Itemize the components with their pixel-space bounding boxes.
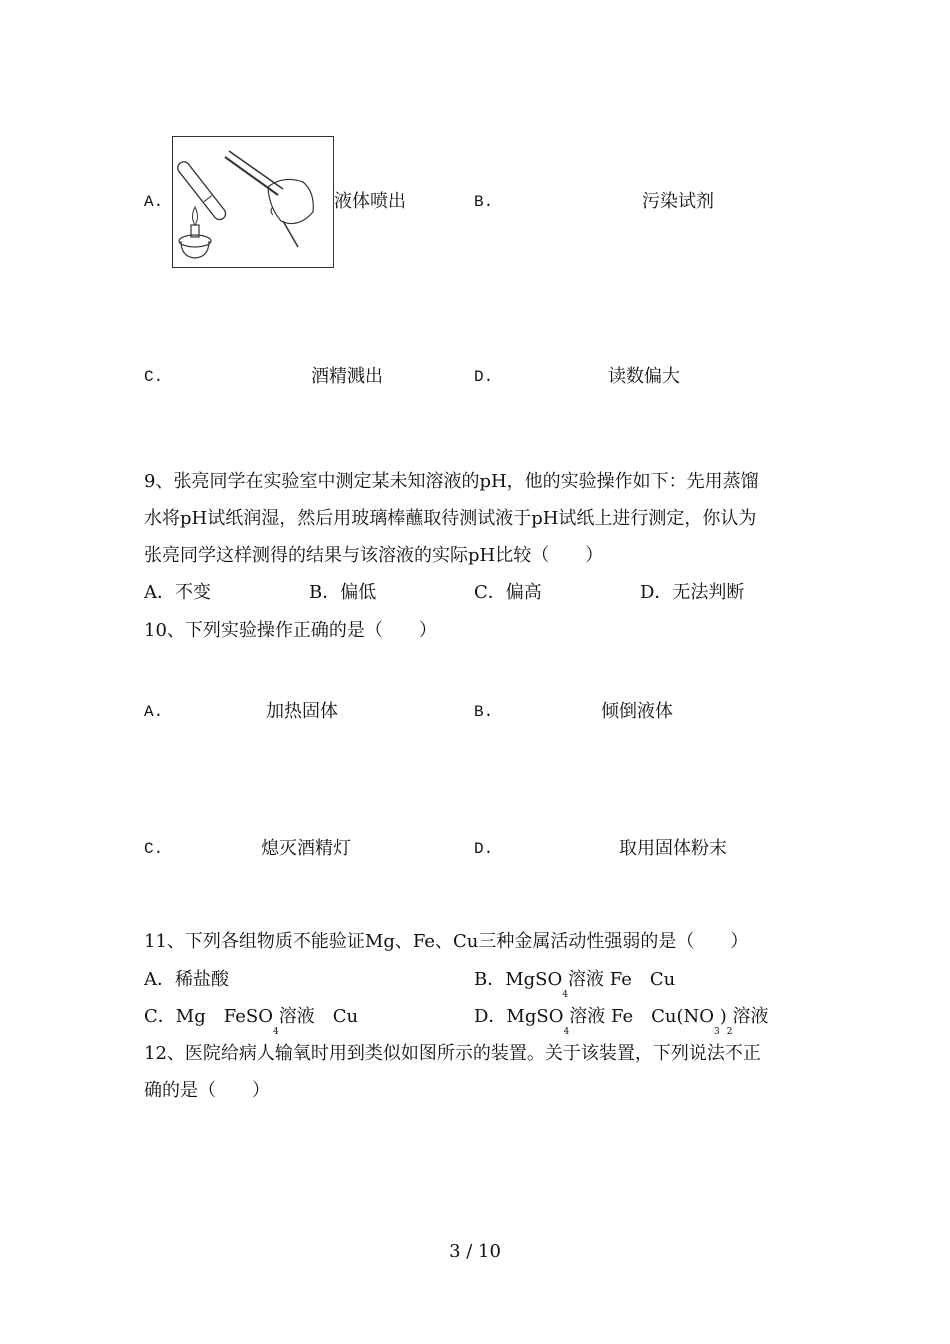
q11-option-b [474,969,676,1000]
q11-option-d [474,1006,769,1037]
q8-option-b-label: B. [474,193,494,211]
q9-option-b: B．偏低 [309,582,377,603]
q10-option-a-label: A. [144,703,164,721]
q8-option-b-text: 污染试剂 [642,191,714,212]
q11-option-a: A．稀盐酸 [144,969,229,990]
q10-stem: 10、下列实验操作正确的是（ ） [144,620,437,641]
q9-option-d: D．无法判断 [640,582,745,603]
q8-option-d-label: D. [474,368,494,386]
q11-option-b-formula: B．MgSO [474,969,563,990]
q11-option-b-rest: 溶液 Fe Cu [568,969,676,990]
q11-stem: 11、下列各组物质不能验证Mg、Fe、Cu三种金属活动性强弱的是（ ） [144,931,749,952]
q11-option-d-subscript3: 2 [726,1027,733,1037]
q11-option-d-rest: 溶液 [732,1006,769,1027]
q10-option-d-label: D. [474,840,494,858]
q11-option-d-subscript2: 3 [714,1027,720,1037]
q10-option-c-text: 熄灭酒精灯 [261,838,351,859]
q11-option-c-formula: C．Mg FeSO [144,1006,273,1027]
q8-option-a-text: 液体喷出 [334,191,406,212]
q8-option-c-text: 酒精溅出 [311,366,383,387]
q10-option-b-label: B. [474,703,494,721]
q12-stem-line2: 确的是（ ） [144,1080,270,1101]
q12-stem-line1: 12、医院给病人输氧时用到类似如图所示的装置。关于该装置，下列说法不正 [144,1043,761,1064]
test-tube-heating-icon [173,137,333,267]
q8-option-d-text: 读数偏大 [608,366,680,387]
q10-option-c-label: C. [144,840,164,858]
q8-option-c-label: C. [144,368,164,386]
q11-option-d-close: ) [719,1006,727,1027]
q11-option-d-subscript1: 4 [563,1027,570,1037]
q9-option-c: C．偏高 [474,582,542,603]
q11-option-b-subscript: 4 [562,990,569,1000]
page-number: 3 / 10 [449,1241,501,1262]
q11-option-d-formula: D．MgSO [474,1006,564,1027]
q9-stem-line2: 水将pH试纸润湿，然后用玻璃棒蘸取待测试液于pH试纸上进行测定，你认为 [144,508,757,529]
q10-option-d-text: 取用固体粉末 [619,838,727,859]
q11-option-c [144,1006,359,1037]
q10-option-a-text: 加热固体 [266,701,338,722]
q11-option-d-middle: 溶液 Fe Cu(NO [569,1006,714,1027]
q9-stem-line1: 9、张亮同学在实验室中测定某未知溶液的pH，他的实验操作如下：先用蒸馏 [144,471,759,492]
q10-option-b-text: 倾倒液体 [601,701,673,722]
q9-stem-line3: 张亮同学这样测得的结果与该溶液的实际pH比较（ ） [144,545,604,566]
q9-option-a: A．不变 [144,582,211,603]
q11-option-c-rest: 溶液 Cu [278,1006,359,1027]
heating-liquid-figure [172,136,334,268]
q8-option-a-label: A. [144,193,164,211]
q11-option-c-subscript: 4 [272,1027,279,1037]
